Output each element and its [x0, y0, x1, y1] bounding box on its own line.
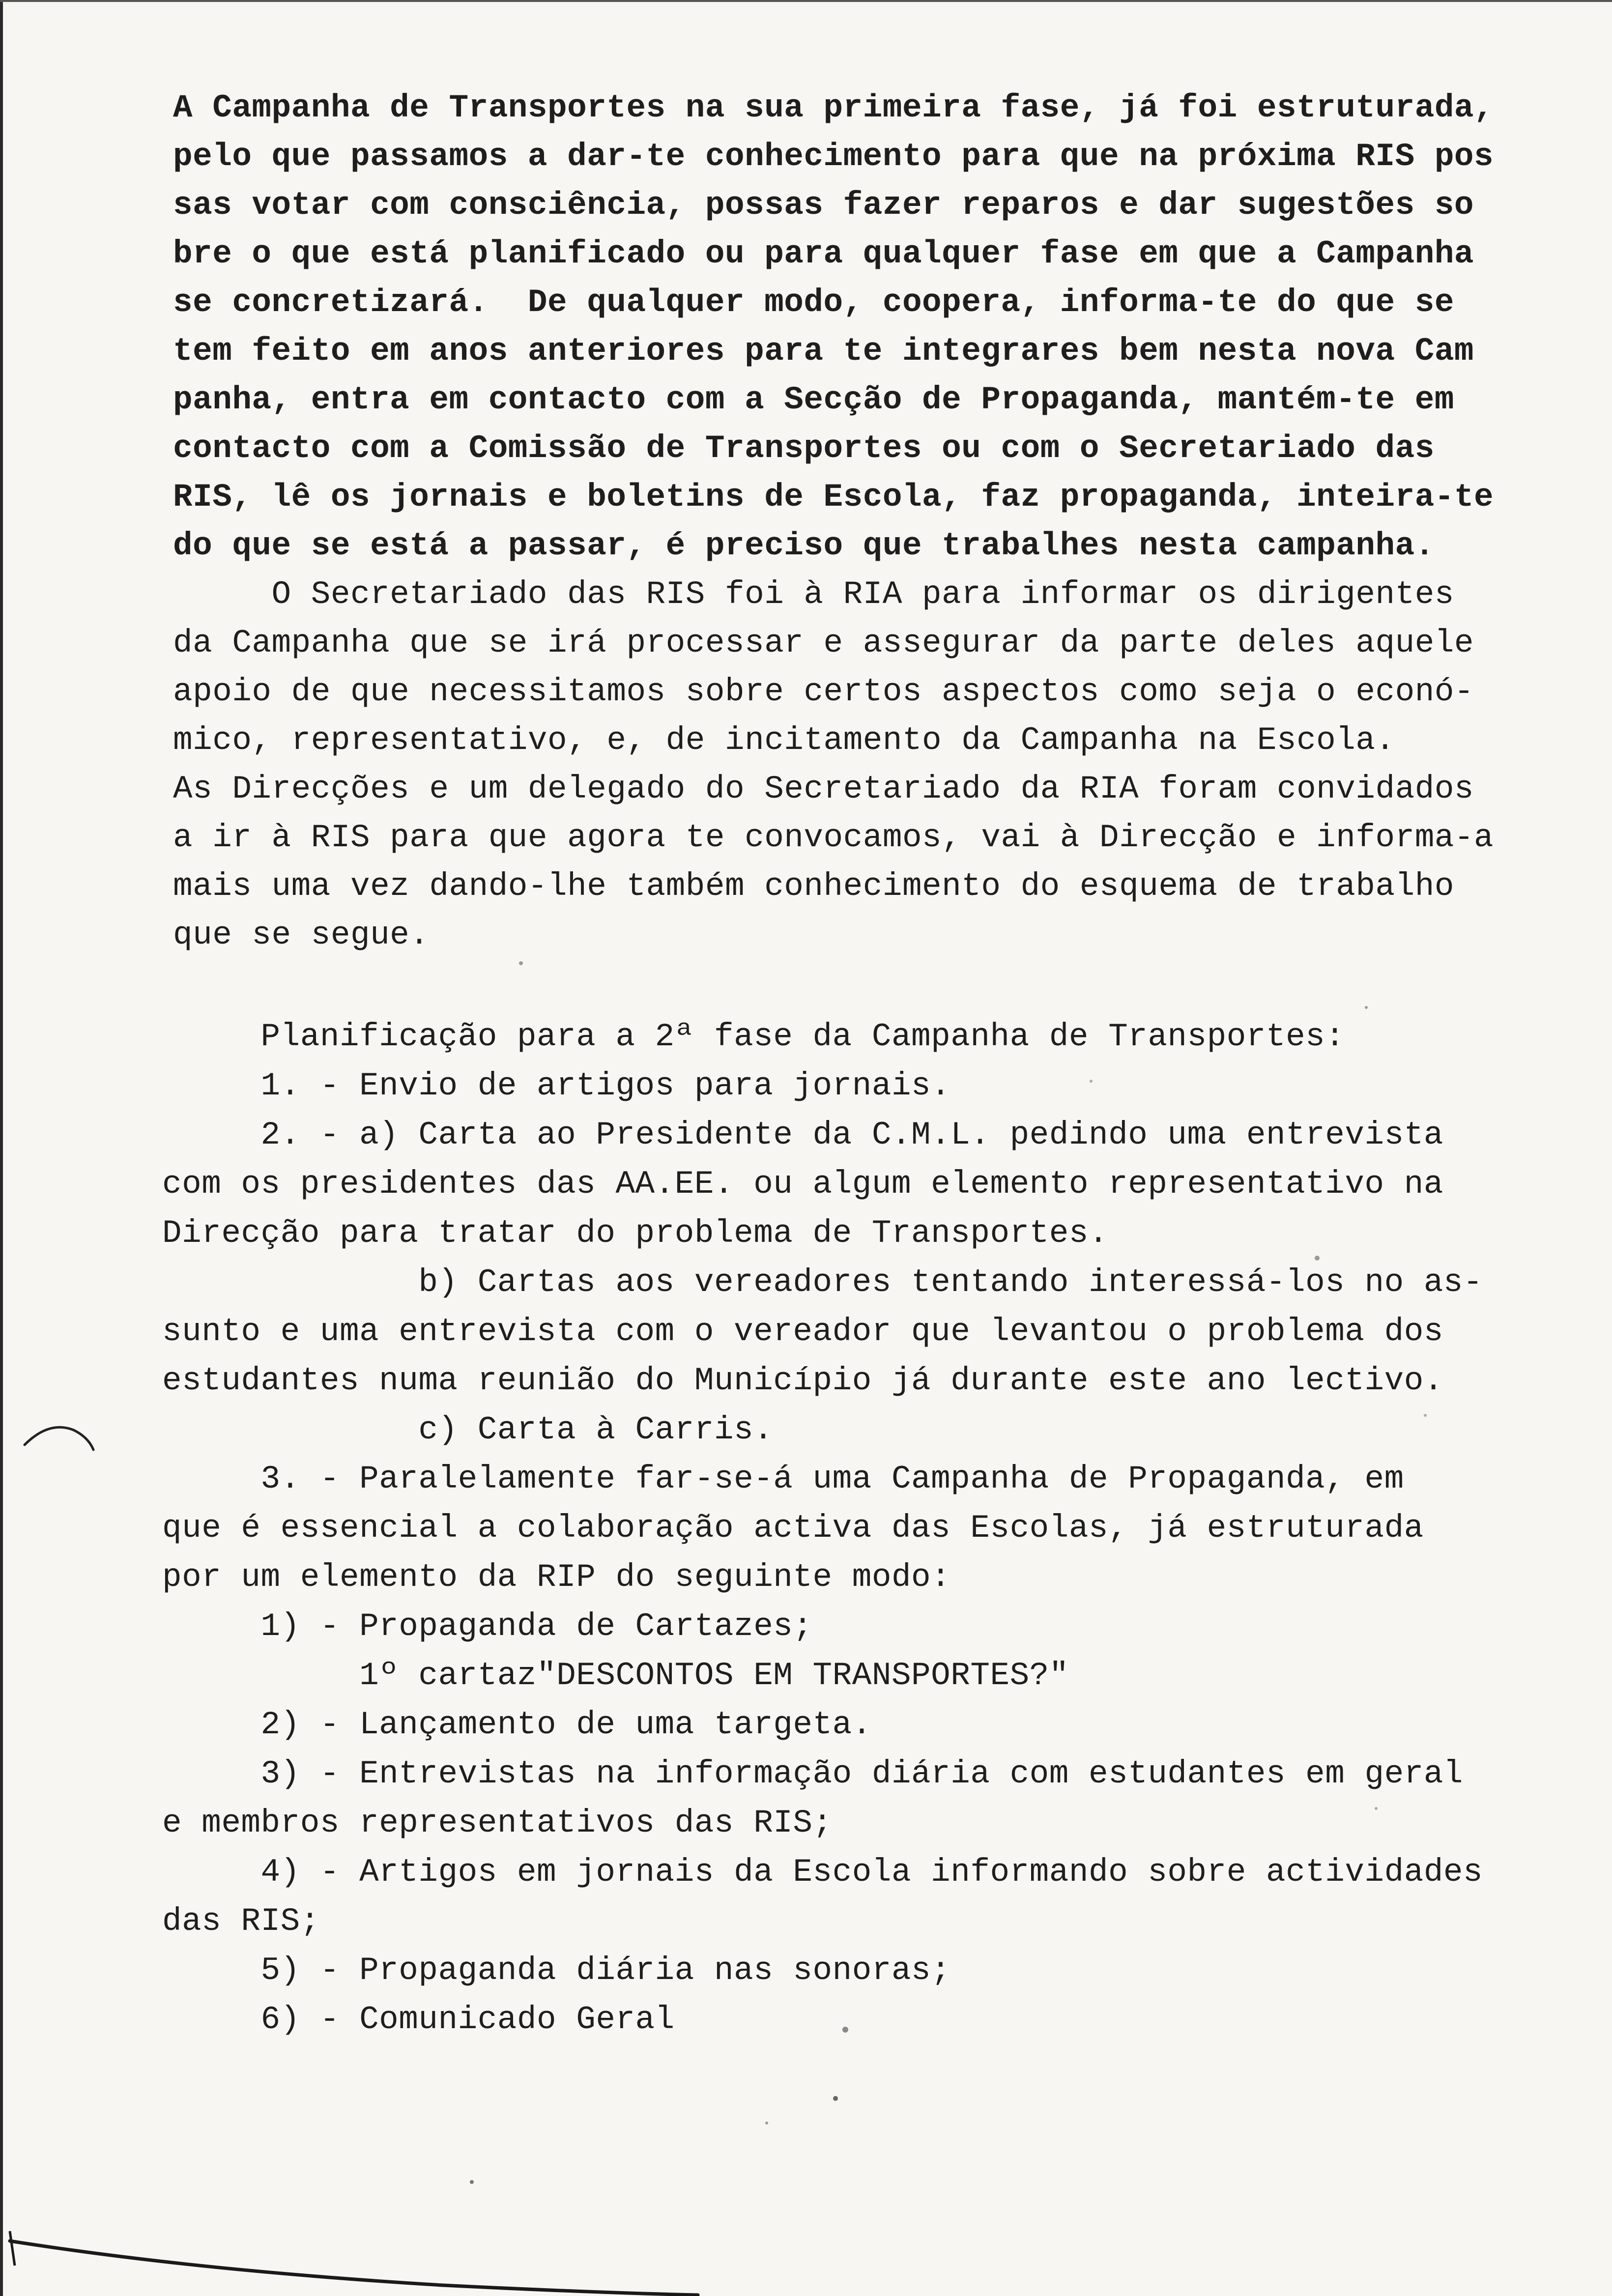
list-item: b) Cartas aos vereadores tentando interessá-los no as-: [162, 1264, 1483, 1301]
text-line: a ir à RIS para que agora te convocamos, vai à Direcção e informa-a: [173, 819, 1494, 856]
list-item: 1º cartaz"DESCONTOS EM TRANSPORTES?": [162, 1657, 1069, 1694]
text-line: Direcção para tratar do problema de Transportes.: [162, 1215, 1109, 1252]
list-item: 1) - Propaganda de Cartazes;: [162, 1608, 813, 1645]
text-line: que é essencial a colaboração activa das Escolas, já estruturada: [162, 1510, 1424, 1547]
text-line: contacto com a Comissão de Transportes ou com o Secretariado das: [173, 430, 1435, 467]
text-line: se concretizará. De qualquer modo, coopera, informa-te do que se: [173, 284, 1454, 321]
margin-mark: [20, 1415, 108, 1474]
text-line: com os presidentes das AA.EE. ou algum elemento representativo na: [162, 1166, 1443, 1203]
list-item: 3) - Entrevistas na informação diária com estudantes em geral: [162, 1755, 1464, 1792]
list-item: 1. - Envio de artigos para jornais.: [162, 1067, 951, 1104]
bottom-pen-stroke: [0, 2172, 737, 2296]
text-line: e membros representativos das RIS;: [162, 1805, 833, 1841]
text-line: mais uma vez dando-lhe também conhecimento do esquema de trabalho: [173, 868, 1454, 905]
text-line: das RIS;: [162, 1903, 320, 1940]
text-line: panha, entra em contacto com a Secção de Propaganda, mantém-te em: [173, 381, 1454, 418]
text-line: sas votar com consciência, possas fazer reparos e dar sugestões so: [173, 187, 1474, 224]
section-heading: Planificação para a 2ª fase da Campanha de Transportes:: [162, 1018, 1345, 1055]
text-line: mico, representativo, e, de incitamento da Campanha na Escola.: [173, 722, 1395, 759]
text-line: da Campanha que se irá processar e assegurar da parte deles aquele: [173, 625, 1474, 661]
text-line: tem feito em anos anteriores para te integrares bem nesta nova Cam: [173, 333, 1474, 370]
list-item: c) Carta à Carris.: [162, 1411, 774, 1448]
text-line: O Secretariado das RIS foi à RIA para informar os dirigentes: [173, 576, 1454, 613]
list-item: 5) - Propaganda diária nas sonoras;: [162, 1952, 951, 1989]
text-line: pelo que passamos a dar-te conhecimento para que na próxima RIS pos: [173, 138, 1494, 175]
page-edge-top: [0, 0, 1612, 2]
list-item: 3. - Paralelamente far-se-á uma Campanha de Propaganda, em: [162, 1461, 1404, 1497]
list-item: 4) - Artigos em jornais da Escola informando sobre actividades: [162, 1854, 1483, 1891]
text-line: que se segue.: [173, 917, 430, 953]
list-item: 6) - Comunicado Geral: [162, 2001, 675, 2038]
text-line: por um elemento da RIP do seguinte modo:: [162, 1559, 951, 1596]
text-line: do que se está a passar, é preciso que trabalhes nesta campanha.: [173, 527, 1435, 564]
text-line: apoio de que necessitamos sobre certos aspectos como seja o econó-: [173, 673, 1474, 710]
text-line: bre o que está planificado ou para qualquer fase em que a Campanha: [173, 235, 1474, 272]
page-edge: [0, 0, 3, 2296]
list-item: 2) - Lançamento de uma targeta.: [162, 1706, 872, 1743]
text-line: A Campanha de Transportes na sua primeira fase, já foi estruturada,: [173, 89, 1494, 126]
text-line: estudantes numa reunião do Município já durante este ano lectivo.: [162, 1362, 1443, 1399]
text-line: As Direcções e um delegado do Secretariado da RIA foram convidados: [173, 771, 1474, 807]
list-item: 2. - a) Carta ao Presidente da C.M.L. pedindo uma entrevista: [162, 1117, 1443, 1153]
text-line: sunto e uma entrevista com o vereador que levantou o problema dos: [162, 1313, 1443, 1350]
text-line: RIS, lê os jornais e boletins de Escola, faz propaganda, inteira-te: [173, 479, 1494, 516]
